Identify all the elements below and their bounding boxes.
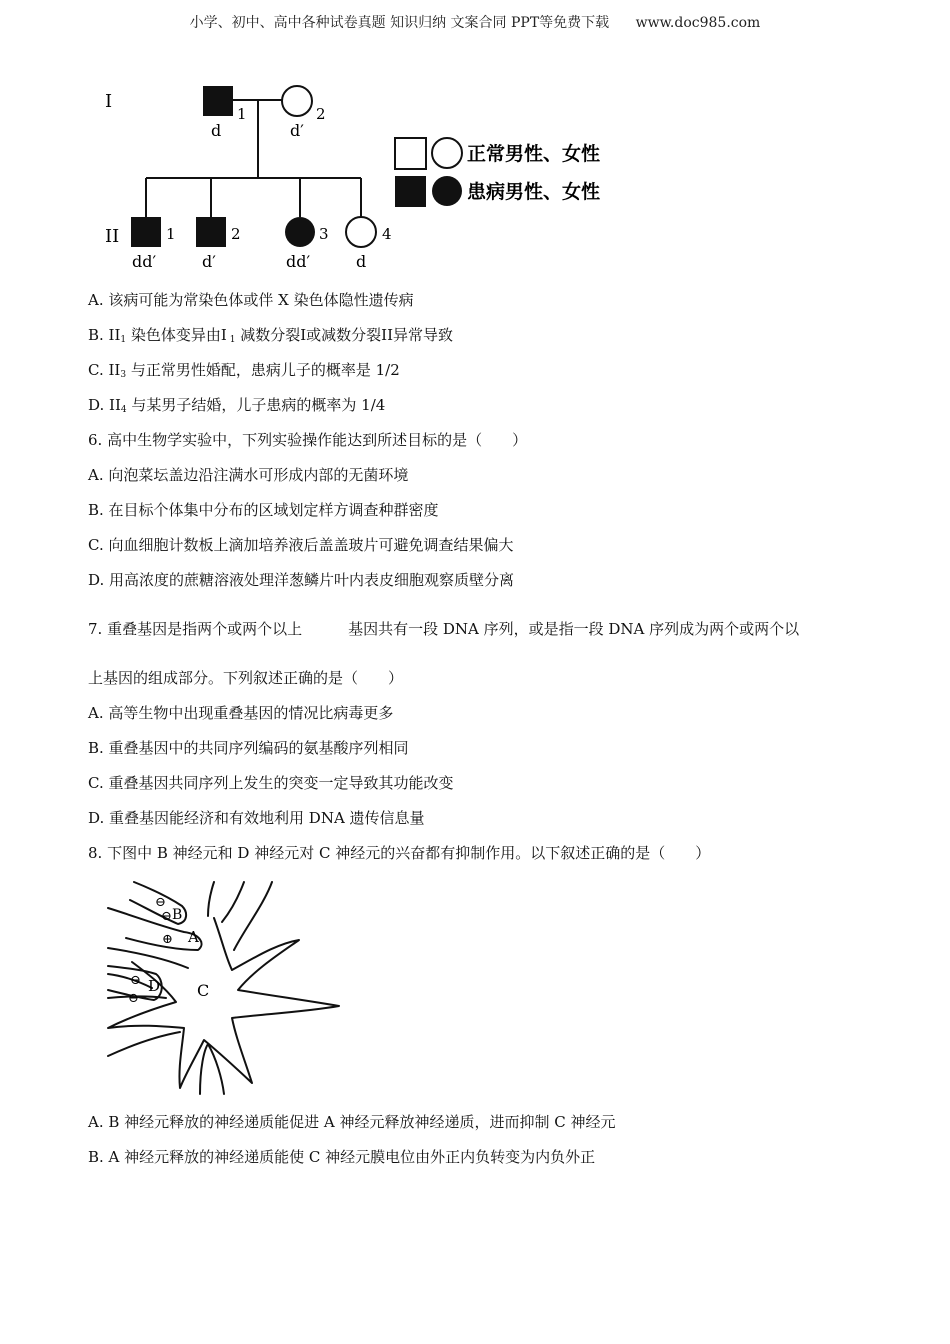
q5-option-a: A. 该病可能为常染色体或伴 X 染色体隐性遗传病 (88, 291, 414, 309)
q7-stem-line2: 上基因的组成部分。下列叙述正确的是（ ） (88, 669, 404, 687)
pedigree-chart (90, 75, 630, 275)
q7-option-c: C. 重叠基因共同序列上发生的突变一定导致其功能改变 (88, 774, 454, 792)
header-text: 小学、初中、高中各种试卷真题 知识归纳 文案合同 PPT等免费下载 (189, 15, 610, 31)
neuron-sign-d1: ⊖ (130, 973, 141, 988)
ii1-affected-male (131, 217, 161, 247)
ii1-genotype: dd′ (132, 252, 157, 271)
q7-option-d: D. 重叠基因能经济和有效地利用 DNA 遗传信息量 (88, 809, 425, 827)
ii2-genotype: d′ (202, 252, 216, 271)
neuron-label-c: C (197, 981, 210, 1000)
q5-option-b: B. $II_1$ 染色体变异由I $_1$ 减数分裂I或减数分裂II异常导致 (88, 326, 453, 345)
q8-option-b: B. A 神经元释放的神经递质能使 C 神经元膜电位由外正内负转变为内负外正 (88, 1148, 596, 1166)
neuron-label-b: B (172, 907, 183, 923)
i1-affected-male (203, 86, 233, 116)
ii3-number: 3 (319, 225, 329, 243)
legend-normal-female (432, 138, 462, 168)
legend-affected-label: 患病男性、女性 (467, 181, 601, 203)
generation-2-label: II (105, 226, 120, 247)
q5-option-c: C. $II_3$ 与正常男性婚配，患病儿子的概率是 1/2 (88, 361, 400, 380)
q8-stem: 8. 下图中 B 神经元和 D 神经元对 C 神经元的兴奋都有抑制作用。以下叙述正确的是（ ） (88, 844, 711, 862)
neuron-label-d: D (148, 977, 161, 995)
header-site: www.doc985.com (635, 15, 761, 31)
neuron-sign-a: ⊕ (162, 932, 173, 947)
i2-number: 2 (316, 105, 326, 123)
q6-stem: 6. 高中生物学实验中，下列实验操作能达到所述目标的是（ ） (88, 431, 528, 449)
q7-stem-line1: 7. 重叠基因是指两个或两个以上 基因共有一段 DNA 序列，或是指一段 DNA 序列成为两个或两个以 (88, 620, 800, 638)
i1-genotype: d (211, 121, 222, 140)
generation-1-label: I (105, 91, 113, 112)
neuron-label-a: A (188, 928, 199, 946)
q6-option-a: A. 向泡菜坛盖边沿注满水可形成内部的无菌环境 (88, 466, 409, 484)
i1-number: 1 (237, 105, 247, 123)
neuron-sign-b1: ⊖ (155, 895, 166, 910)
neuron-sign-b2: ⊖ (161, 909, 172, 924)
ii1-number: 1 (166, 225, 176, 243)
ii3-genotype: dd′ (286, 252, 311, 271)
legend-affected-female (432, 176, 462, 206)
legend-normal-label: 正常男性、女性 (467, 143, 601, 165)
i2-genotype: d′ (290, 121, 304, 140)
legend-normal-male (395, 138, 426, 169)
ii2-number: 2 (231, 225, 241, 243)
q6-option-d: D. 用高浓度的蔗糖溶液处理洋葱鳞片叶内表皮细胞观察质壁分离 (88, 571, 515, 589)
ii2-affected-male (196, 217, 226, 247)
page-header (0, 12, 950, 32)
q6-option-b: B. 在目标个体集中分布的区域划定样方调查种群密度 (88, 501, 439, 519)
q8-option-a: A. B 神经元释放的神经递质能促进 A 神经元释放神经递质，进而抑制 C 神经元 (88, 1113, 616, 1131)
ii4-number: 4 (382, 225, 392, 243)
neuron-diagram (104, 878, 344, 1096)
q6-option-c: C. 向血细胞计数板上滴加培养液后盖盖玻片可避免调查结果偏大 (88, 536, 514, 554)
q7-option-b: B. 重叠基因中的共同序列编码的氨基酸序列相同 (88, 739, 409, 757)
ii4-normal-female (346, 217, 376, 247)
q5-option-d: D. $II_4$ 与某男子结婚，儿子患病的概率为 1/4 (88, 396, 386, 415)
ii4-genotype: d (356, 252, 367, 271)
q7-option-a: A. 高等生物中出现重叠基因的情况比病毒更多 (88, 704, 394, 722)
legend-affected-male (395, 176, 426, 207)
neuron-sign-d2: ⊖ (128, 991, 139, 1006)
ii3-affected-female (285, 217, 315, 247)
i2-normal-female (282, 86, 312, 116)
